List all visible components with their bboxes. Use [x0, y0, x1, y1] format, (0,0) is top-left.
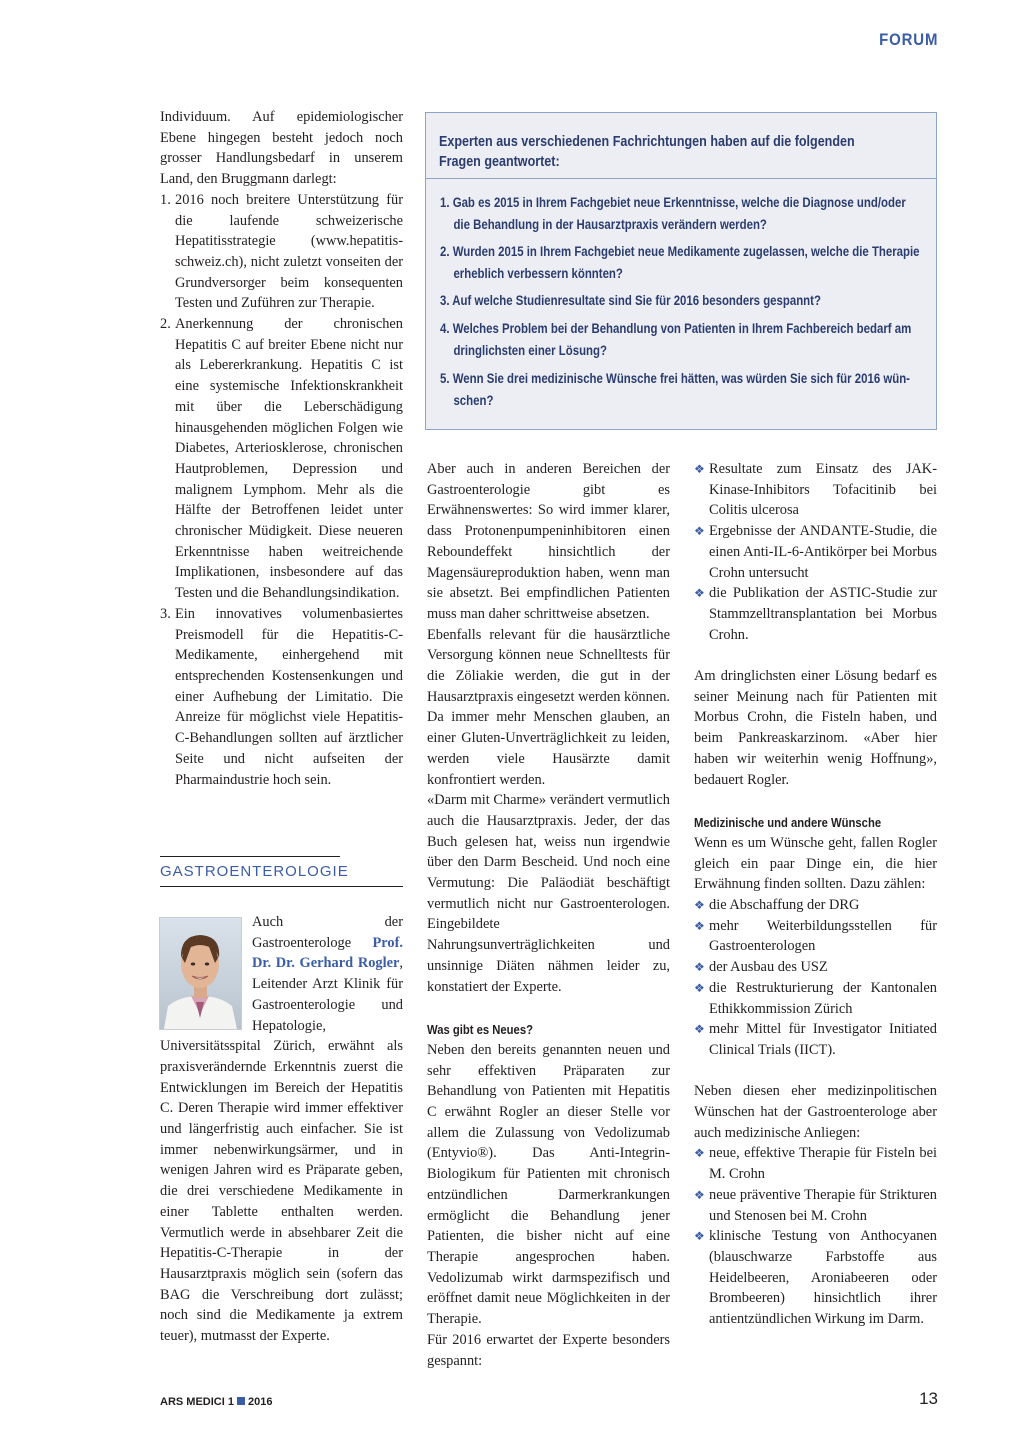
list-item: ❖ die Publikation der ASTIC-Studie zur Stammzelltransplantation bei Morbus Crohn. — [694, 585, 937, 643]
questions-box-rule — [426, 178, 936, 179]
question-2: 2. Wurden 2015 in Ihrem Fachgebiet neue Medikamente zugelassen, welche die Therapie erheblich verbessern könnten? — [440, 244, 920, 281]
list-item: ❖ neue präventive Therapie für Strikturen und Stenosen bei M. Crohn — [694, 1186, 937, 1224]
list-item: ❖ neue, effektive Therapie für Fisteln bei M. Crohn — [694, 1145, 937, 1183]
question-5: 5. Wenn Sie drei medizinische Wünsche frei hätten, was würden Sie sich für 2016 wün- schen? — [440, 371, 910, 408]
col3-paragraph: Wenn es um Wünsche geht, fallen Rogler gleich ein paar Dinge ein, die hier Erwähnung finden sollten. Dazu zählen: — [694, 834, 937, 893]
diamond-bullet-icon: ❖ — [694, 1229, 705, 1244]
list-item: ❖ die Restrukturierung der Kantonalen Ethikkommission Zürich — [694, 979, 937, 1017]
column-2 — [427, 459, 670, 1371]
col3-paragraph: Neben diesen eher medizinpolitischen Wünschen hat der Gastroenterologe aber auch medizinische Anliegen: — [694, 1083, 937, 1141]
col3-list-2 — [694, 895, 937, 1061]
diamond-bullet-icon: ❖ — [694, 586, 705, 601]
col2-subhead: Was gibt es Neues? — [427, 1021, 533, 1037]
list-item: ❖ Ergebnisse der ANDANTE-Studie, die einen Anti-IL-6-Antikörper bei Morbus Crohn untersucht — [694, 523, 937, 581]
col2-paragraph: Für 2016 erwartet der Experte besonders gespannt: — [427, 1331, 670, 1369]
col3-paragraph: Am dringlichsten einer Lösung bedarf es seiner Meinung nach für Patienten mit Morbus Crohn, die Fisteln haben, und beim Pankreaskarzinom. «Aber hier haben wir weiterhin wenig Hoffnung», bedauert Rogler. — [694, 668, 937, 788]
question-4: 4. Welches Problem bei der Behandlung von Patienten in Ihrem Fachbereich bedarf am dringlichsten einer Lösung? — [440, 321, 912, 358]
list-item: ❖ mehr Weiterbildungsstellen für Gastroenterologen — [694, 917, 937, 955]
diamond-bullet-icon: ❖ — [694, 1187, 705, 1202]
questions-box-title: Experten aus verschiedenen Fachrichtungen haben auf die folgenden Fragen geantwortet: — [439, 134, 855, 170]
list-item: 2. Anerkennung der chronischen Hepatitis C auf breiter Ebene nicht nur als Lebererkrankung. Hepatitis C ist eine systemische Infektionskrankheit mit über die Leberschädigung hinausgehenden möglichen Folgen wie Diabetes, Arteriosklerose, chronischen Hautproblemen, Depression und malignem Lymphom. Mehr als die Hälfte der Betroffenen leidet unter chronischer Müdigkeit. Diese neueren Erkenntnisse haben weitreichende Implikationen, insbesondere auf das Testen und die Behandlungsindikation. — [160, 316, 403, 602]
diamond-bullet-icon: ❖ — [694, 980, 705, 995]
square-separator-icon — [237, 1397, 245, 1405]
diamond-bullet-icon: ❖ — [694, 524, 705, 539]
page-number: 13 — [919, 1389, 938, 1408]
column-1 — [160, 107, 403, 790]
diamond-bullet-icon: ❖ — [694, 960, 705, 975]
diamond-bullet-icon: ❖ — [694, 462, 705, 476]
list-item: ❖ mehr Mittel für Investigator Initiated Clinical Trials (IICT). — [694, 1021, 937, 1058]
column-3 — [694, 459, 937, 1330]
diamond-bullet-icon: ❖ — [694, 1022, 705, 1037]
list-item: ❖ klinische Testung von Anthocyanen (blauschwarze Farbstoffe aus Heidelbeeren, Aroniabeeren oder Brombeeren) hinsichtlich ihrer antientzündlichen Wirkung im Darm. — [694, 1228, 937, 1328]
list-item: ❖ der Ausbau des USZ — [694, 957, 937, 978]
col3-list-1 — [694, 459, 937, 645]
col1-intro: Individuum. Auf epidemiologischer Ebene hingegen besteht jedoch noch grosser Handlungsbedarf in unserem Land, den Bruggmann darlegt: — [160, 109, 403, 188]
question-1: 1. Gab es 2015 in Ihrem Fachgebiet neue Erkenntnisse, welche die Diagnose und/oder die Behandlung in der Hausarztpraxis verändern werden? — [440, 195, 906, 232]
col2-paragraph: Ebenfalls relevant für die hausärztliche Versorgung können neue Schnelltests für die Zöliakie werden, die gut in der Hausarztpraxis eingesetzt werden können. Da immer mehr Menschen glauben, an einer Gluten-Unverträglichkeit zu leiden, werden viele Hausärzte damit konfrontiert werden. — [427, 626, 670, 788]
list-item: 1. 2016 noch breitere Unterstützung für die laufende schweizerische Hepatitisstrategie (www.hepatitis-schweiz.ch), nicht zuletzt vonseiten der Grundversorger beim konsequenten Testen und Zuführen zur Therapie. — [160, 191, 403, 312]
section-title: GASTROENTEROLOGIE — [160, 863, 349, 880]
col2-paragraph: Aber auch in anderen Bereichen der Gastroenterologie gibt es Erwähnenswertes: So wird immer klarer, dass Protonenpumpeninhibitoren einen Reboundeffekt hinsichtlich der Magensäureproduktion haben, wenn man sie absetzt. Bei empfindlichen Patienten muss man daher schrittweise absetzen. — [427, 461, 670, 622]
diamond-bullet-icon: ❖ — [694, 918, 705, 933]
list-item: 3. Ein innovatives volumenbasiertes Preismodell für die Hepatitis-C-Medikamente, einhergehend mit entsprechenden Kostensenkungen und einer Aufhebung der Limitatio. Die Anreize für möglichst viele Hepatitis-C-Behandlungen sollten auf ärztlicher Seite und nicht aufseiten der Pharmaindustrie hoch sein. — [160, 605, 403, 788]
col1-numbered-list — [160, 190, 403, 790]
col3-subhead: Medizinische und andere Wünsche — [694, 814, 882, 830]
footer-journal: ARS MEDICI 1 2016 — [160, 1396, 273, 1408]
col2-paragraph: Neben den bereits genannten neuen und sehr effektiven Präparaten zur Behandlung von Patienten mit Hepatitis C erwähnt Rogler an dieser Stelle vor allem die Zulassung von Vedolizumab (Entyvio®). Das Anti-Integrin-Biologikum für Patienten mit chronisch entzündlichen Darmerkrankungen ermöglicht die Behandlung jener Patienten, die bisher nicht auf eine Therapie angesprochen haben. Vedolizumab wirkt darmspezifisch und eröffnet damit neue Möglichkeiten in der Therapie. — [427, 1041, 670, 1328]
bio-text: Auch der Gastroenterologe Prof. Dr. Dr. Gerhard Rogler, Leitender Arzt Klinik für Gastroenterologie und Hepatologie, Universitätsspital Zürich, erwähnt als praxisverändernde Erkenntnis zuerst die Entwicklungen im Bereich der Hepatitis C. Deren Therapie wird immer effektiver und längerfristig auch einfacher. Sie ist immer nebenwirkungsärmer, und in wenigen Jahren wird es Präparate geben, die drei verschiedene Medikamente in einer Tablette enthalten werden. Vermutlich werde in absehbarer Zeit die Hepatitis-C-Therapie in der Hausarztpraxis möglich sein (sofern das BAG die Verschreibung dort zulässt; noch sind die Medikamente ja extrem teuer), mutmasst der Experte. — [160, 914, 403, 1345]
question-3: 3. Auf welche Studienresultate sind Sie für 2016 besonders gespannt? — [440, 293, 821, 308]
list-item: ❖ Resultate zum Einsatz des JAK-Kinase-Inhibitors Tofacitinib bei Colitis ulcerosa — [694, 461, 937, 519]
section-rule-top — [160, 856, 340, 857]
section-label: FORUM — [878, 30, 938, 49]
diamond-bullet-icon: ❖ — [694, 1146, 705, 1161]
section-rule-bottom — [160, 886, 403, 887]
list-item: ❖ die Abschaffung der DRG — [694, 895, 937, 916]
diamond-bullet-icon: ❖ — [694, 898, 705, 913]
col3-list-3 — [694, 1143, 937, 1329]
col2-paragraph: «Darm mit Charme» verändert vermutlich auch die Hausarztpraxis. Jeder, der das Buch gelesen hat, weiss nun irgendwie über den Darm Bescheid. Und noch eine Vermutung: Die Paläodiät beschäftigt vermutlich nicht nur Gastroenterologen. Eingebildete Nahrungsunverträglichkeiten und unsinnige Diäten nähmen leider zu, konstatiert der Experte. — [427, 792, 670, 995]
